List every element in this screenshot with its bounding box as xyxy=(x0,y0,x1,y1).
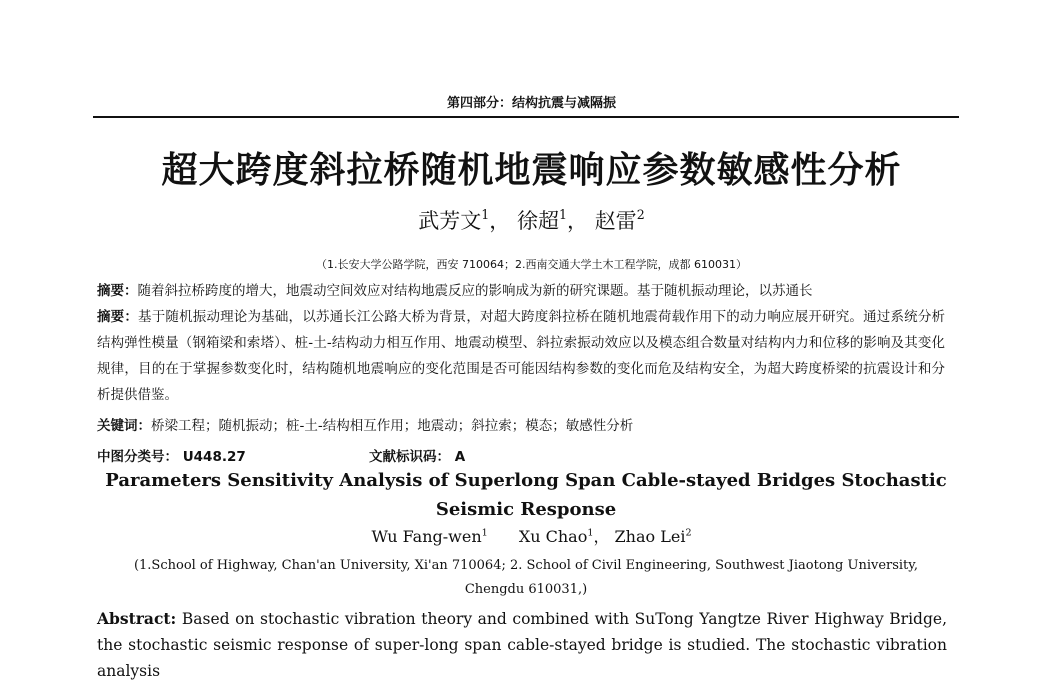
keywords-text: 桥梁工程；随机振动；桩-土-结构相互作用；地震动；斜拉索；模态；敏感性分析 xyxy=(151,418,634,434)
author-name: Wu Fang-wen xyxy=(371,527,482,546)
author-mark: 1 xyxy=(587,527,594,539)
keywords xyxy=(97,414,633,434)
affiliation-chinese: （1.长安大学公路学院，西安 710064；2.西南交通大学土木工程学院，成都 610031） xyxy=(316,258,747,271)
running-header: 第四部分：结构抗震与减隔振 xyxy=(446,96,616,111)
author-name: 武芳文 xyxy=(418,209,482,233)
author-mark: 1 xyxy=(481,527,488,539)
abstract-chinese xyxy=(97,304,945,408)
classification-label: 中图分类号： xyxy=(97,449,178,465)
document-code-value: A xyxy=(454,449,466,465)
abstract-text: Based on stochastic vibration theory and combined with SuTong Yangtze River Highway Bridge, the stochastic seismic response of super-long span cable-stayed bridge is studied. The stochastic vibration analysis xyxy=(97,610,947,680)
author-separator: ， xyxy=(593,527,610,546)
title-chinese: 超大跨度斜拉桥随机地震响应参数敏感性分析 xyxy=(161,150,902,191)
author-name: Xu Chao xyxy=(518,527,588,546)
abstract-text: 基于随机振动理论为基础，以苏通长江公路大桥为背景，对超大跨度斜拉桥在随机地震荷载作用下的动力响应展开研究。通过系统分析结构弹性模量（钢箱梁和索塔）、桩-土-结构动力相互作用、地震动模型、斜拉索振动效应以及模态组合数量对结构内力和位移的影响及其变化规律，目的在于掌握参数变化时，结构随机地震响应的变化范围是否可能因结构参数的变化而危及结构安全，为超大跨度桥梁的抗震设计和分析提供借鉴。 xyxy=(97,309,946,403)
title-english: Parameters Sensitivity Analysis of Superlong Span Cable-stayed Bridges Stochastic Seismic Response xyxy=(105,470,947,520)
authors-english xyxy=(0,524,1063,547)
author-name: Zhao Lei xyxy=(614,527,686,546)
author-mark: 2 xyxy=(636,207,645,223)
abstract-text: 随着斜拉桥跨度的增大，地震动空间效应对结构地震反应的影响成为新的研究课题。基于随机振动理论，以苏通长 xyxy=(137,283,813,299)
classification xyxy=(97,445,466,465)
authors-chinese xyxy=(0,205,1063,235)
classification-value: U448.27 xyxy=(182,449,246,465)
document-code-label: 文献标识码： xyxy=(369,449,450,465)
author-name: 徐超 xyxy=(516,209,559,233)
header-rule xyxy=(93,116,959,118)
author-mark: 1 xyxy=(558,207,567,223)
author-separator: ， xyxy=(489,209,511,233)
abstract-chinese-line xyxy=(97,278,945,304)
author-mark: 2 xyxy=(685,527,692,539)
keywords-label: 关键词： xyxy=(97,418,151,434)
abstract-label: 摘要： xyxy=(97,283,138,299)
abstract-english xyxy=(97,606,947,684)
abstract-label: Abstract: xyxy=(97,609,177,628)
author-name: 赵雷 xyxy=(594,209,637,233)
author-mark: 1 xyxy=(481,207,490,223)
affiliation-english: (1.School of Highway, Chan'an University, Xi'an 710064; 2. School of Civil Engineering, Southwest Jiaotong University, Chengdu 610031,) xyxy=(133,558,919,597)
author-separator: ， xyxy=(567,209,588,233)
abstract-label: 摘要： xyxy=(97,309,139,325)
